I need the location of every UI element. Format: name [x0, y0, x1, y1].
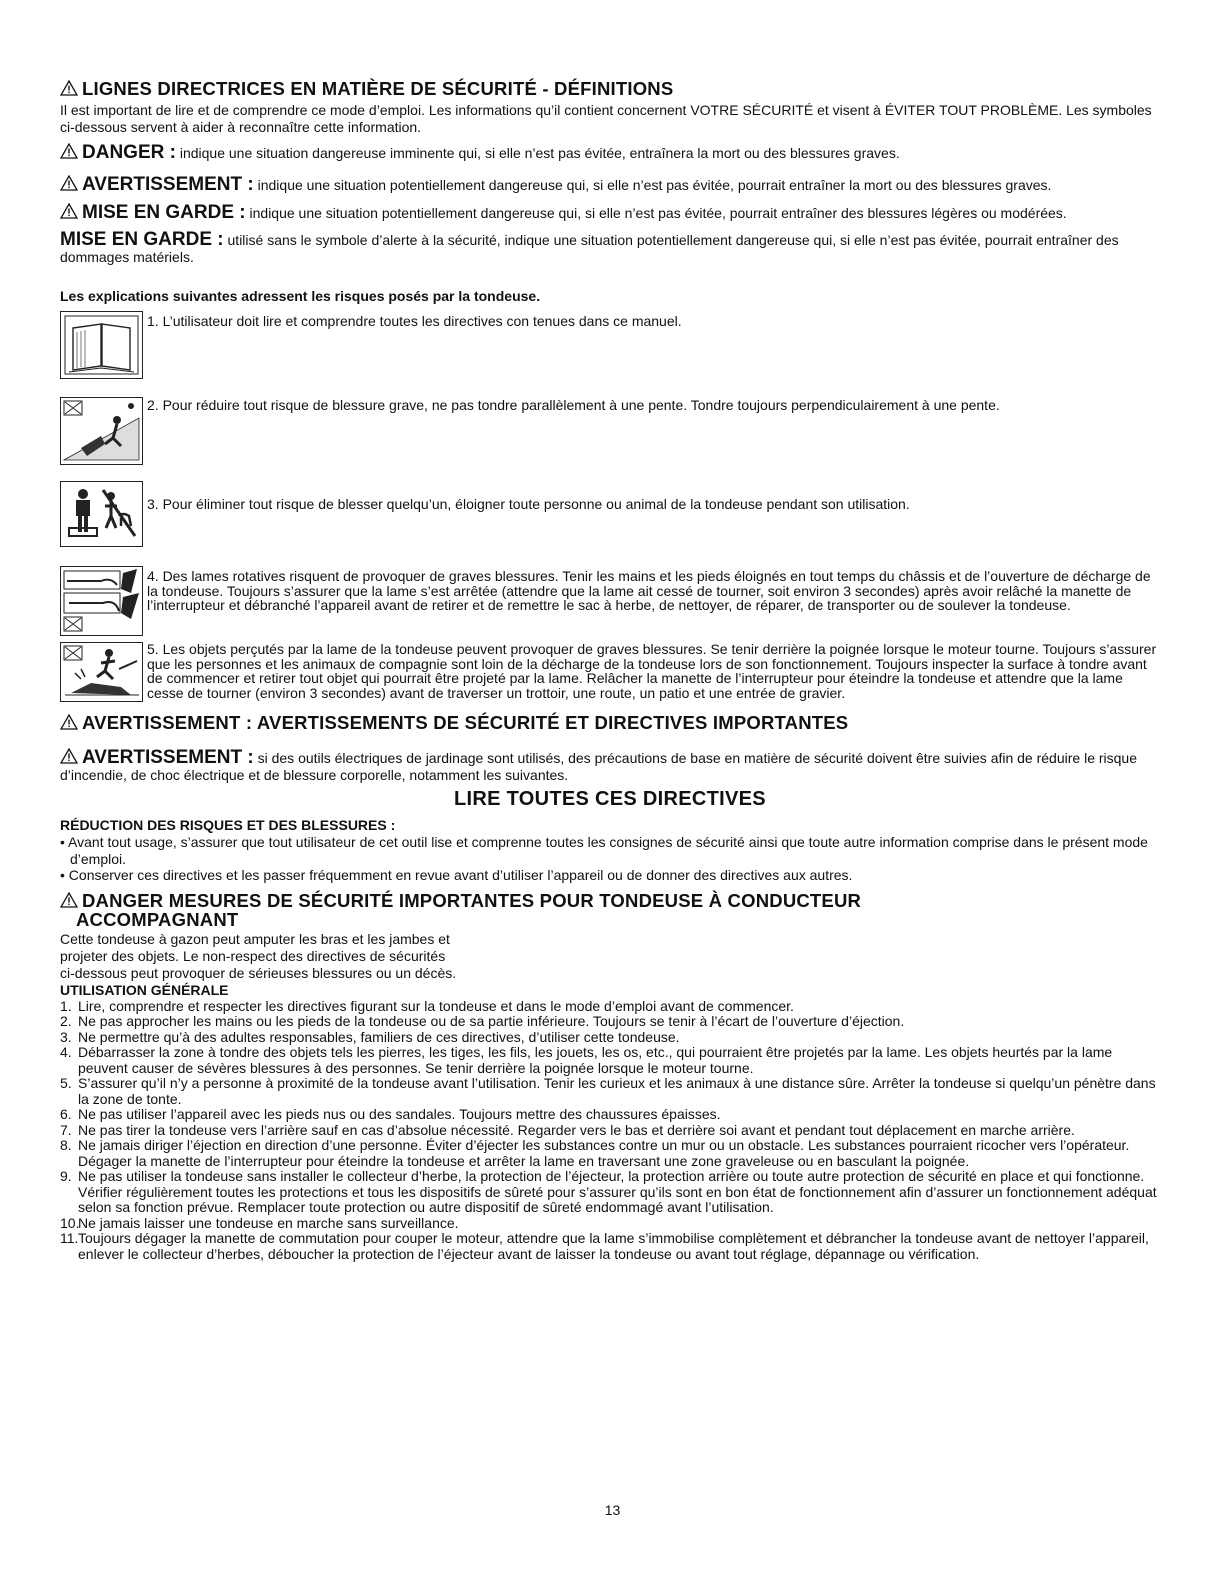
signal-word: DANGER :	[82, 142, 176, 163]
warning-heading	[60, 712, 1160, 734]
danger-intro: Cette tondeuse à gazon peut amputer les bras et les jambes et projeter des objets. Le non-respect des directives de sécurités ci-dessous peut provoquer de sérieuses blessures ou un décès.	[60, 930, 457, 981]
signal-word: MISE EN GARDE :	[60, 229, 224, 250]
definition-text: utilisé sans le symbole d’alerte à la sécurité, indique une situation potentiellement dangereuse qui, si elle n’est pas évitée, pourrait entraîner des dommages matériels.	[60, 232, 1119, 265]
warning-triangle-icon	[60, 143, 78, 159]
signal-word: AVERTISSEMENT :	[82, 174, 254, 195]
definition-mise-en-garde-no-symbol	[60, 231, 1160, 266]
explanations-heading: Les explications suivantes adressent les risques posés par la tondeuse.	[60, 288, 541, 304]
list-item: 10.Ne jamais laisser une tondeuse en marche sans surveillance.	[60, 1214, 459, 1231]
keep-people-away-icon	[60, 481, 143, 547]
explanation-row	[60, 397, 1160, 465]
warning-triangle-icon	[60, 203, 78, 219]
general-use-heading: UTILISATION GÉNÉRALE	[60, 981, 229, 998]
warning-triangle-icon	[60, 892, 78, 908]
intro-paragraph: Il est important de lire et de comprendre ce mode d’emploi. Les informations qu’il contient concernent VOTRE SÉCURITÉ et visent à ÉVITER TOUT PROBLÈME. Les symboles ci-dessous servent à aider à reconnaître cette information.	[60, 102, 1152, 135]
list-item: 9. Ne pas utiliser la tondeuse sans installer le collecteur d’herbe, la protection de l’éjecteur, la protection arrière ou toute autre protection de sécurité en place et qui fonctionne. Vérifier régulièrement toutes les protections et tous les dispositifs de sûreté pour s’assurer qu’ils sont en bon état de fonctionnement afin d’assurer un fonctionnement adéquat selon sa fonction prévue. Remplacer toute protection ou autre dispositif de sûreté endommagé avant l’utilisation.	[60, 1168, 1157, 1215]
definition-avertissement	[60, 175, 1160, 194]
slope-warning-icon	[60, 397, 143, 465]
explanation-row	[60, 311, 1160, 379]
list-item: 2. Ne pas approcher les mains ou les pieds de la tondeuse ou de sa partie inférieure. Toujours se tenir à l’écart de l’ouverture d’éjection.	[60, 1013, 905, 1029]
warning-triangle-icon	[60, 80, 78, 96]
thrown-objects-icon	[60, 642, 143, 702]
reduction-heading: RÉDUCTION DES RISQUES ET DES BLESSURES :	[60, 817, 396, 833]
list-item: 5. S’assurer qu’il n’y a personne à proximité de la tondeuse avant l’utilisation. Tenir les curieux et les animaux à une distance sûre. Arrêter la tondeuse si quelqu’un pénètre dans la zone de tonte.	[60, 1075, 1156, 1107]
list-item: 1. Lire, comprendre et respecter les directives figurant sur la tondeuse et dans le mode d’emploi avant de commencer.	[60, 997, 794, 1014]
explanation-row	[60, 566, 1160, 636]
list-item: 6. Ne pas utiliser l’appareil avec les pieds nus ou des sandales. Toujours mettre des chaussures épaisses.	[60, 1106, 721, 1122]
warning-triangle-icon	[60, 748, 78, 764]
definition-text: indique une situation dangereuse imminente qui, si elle n’est pas évitée, entraînera la mort ou des blessures graves.	[175, 145, 900, 161]
list-item: 8. Ne jamais diriger l’éjection en direction d’une personne. Éviter d’éjecter les substances contre un mur ou un obstacle. Les substances pourraient ricocher vers l’opérateur. Dégager la manette de l’interrupteur pour éteindre la tondeuse et arrêter la lame en traversant une zone graveleuse ou en basculant la poignée.	[60, 1137, 1130, 1169]
list-item: 11.Toujours dégager la manette de commutation pour couper le moteur, attendre que la lame s’immobilise complètement et débrancher la tondeuse avant de nettoyer l’appareil, enlever le collecteur d’herbes, déboucher la protection de l’éjecteur avant de laisser la tondeuse ou avant tout réglage, dépannage ou vérification.	[60, 1230, 1149, 1262]
signal-word: AVERTISSEMENT :	[82, 747, 254, 768]
reduction-list	[60, 834, 1160, 884]
definition-text: indique une situation potentiellement dangereuse qui, si elle n’est pas évitée, pourrait entraîner des blessures légères ou modérées.	[245, 205, 1067, 221]
list-item: 4. Débarrasser la zone à tondre des objets tels les pierres, les tiges, les fils, les jouets, les os, etc., qui pourraient être projetés par la lame. Les objets heurtés par la lame peuvent causer de sévères blessures à des personnes. Se tenir derrière la poignée lorsque le moteur tourne.	[60, 1044, 1113, 1076]
definition-text: indique une situation potentiellement dangereuse qui, si elle n’est pas évitée, pourrait entraîner la mort ou des blessures graves.	[253, 177, 1052, 193]
explanation-text: 2. Pour réduire tout risque de blessure grave, ne pas tondre parallèlement à une pente. Tondre toujours perpendiculairement à une pente.	[147, 397, 1000, 413]
warning-text: si des outils électriques de jardinage sont utilisés, des précautions de base en matière de sécurité doivent être suivies afin de réduire le risque d’incendie, de choc électrique et de blessure corporelle, notamment les suivantes.	[60, 750, 1137, 783]
explanation-row	[60, 642, 1160, 702]
warning-heading-text: AVERTISSEMENT : AVERTISSEMENTS DE SÉCURITÉ ET DIRECTIVES IMPORTANTES	[82, 712, 849, 733]
warning-triangle-icon	[60, 175, 78, 191]
explanation-text: 5. Les objets perçutés par la lame de la tondeuse peuvent provoquer de graves blessures. Se tenir derrière la poignée lorsque le moteur tourne. Toujours s’assurer que les personnes et les animaux de compagnie sont loin de la décharge de la tondeuse lors de son fonctionnement. Toujours inspecter la surface à tondre avant de commencer et retirer tout objet qui pourrait être projeté par la lame. Relâcher la manette de l’interrupteur pour éteindre la tondeuse et attendre que la lame cesse de tourner (environ 3 secondes) avant de traverser un trottoir, une route, un patio et une entrée de gravier.	[147, 641, 1157, 701]
title-text: LIGNES DIRECTRICES EN MATIÈRE DE SÉCURITÉ - DÉFINITIONS	[82, 78, 674, 99]
list-item: • Avant tout usage, s’assurer que tout utilisateur de cet outil lise et comprenne toutes les consignes de sécurité ainsi que toute autre information comprise dans le présent mode d’emploi.	[60, 834, 1148, 867]
warning-paragraph	[60, 748, 1160, 784]
danger-heading-line1: DANGER MESURES DE SÉCURITÉ IMPORTANTES POUR TONDEUSE À CONDUCTEUR	[82, 889, 862, 911]
list-item: • Conserver ces directives et les passer fréquemment en revue avant d’utiliser l’appareil ou de donner des directives aux autres.	[60, 867, 853, 883]
explanation-text: 3. Pour éliminer tout risque de blesser quelqu’un, éloigner toute personne ou animal de la tondeuse pendant son utilisation.	[147, 496, 910, 512]
danger-heading	[60, 891, 1160, 929]
general-rules-list	[60, 999, 1160, 1263]
explanation-text: 4. Des lames rotatives risquent de provoquer de graves blessures. Tenir les mains et les pieds éloignés en tout temps du châssis et de l’ouverture de décharge de la tondeuse. Toujours s’assurer que la lame s’est arrêtée (attendre que la lame ait cessé de tourner, soit environ 3 secondes) après avoir relâché la manette de l’interrupteur et débranché l’appareil avant de retirer et de remettre le sac à herbe, de nettoyer, de réparer, de transporter ou de soulever la tondeuse.	[147, 568, 1151, 613]
definition-danger	[60, 143, 1160, 162]
explanation-text: 1. L’utilisateur doit lire et comprendre toutes les directives con tenues dans ce manuel.	[147, 313, 682, 329]
list-item: 7. Ne pas tirer la tondeuse vers l’arrière sauf en cas d’absolue nécessité. Regarder vers le bas et derrière soi avant et pendant tout déplacement en marche arrière.	[60, 1121, 1075, 1138]
manual-book-icon	[60, 311, 143, 379]
danger-heading-line2: ACCOMPAGNANT	[76, 908, 239, 930]
signal-word: MISE EN GARDE :	[82, 202, 246, 223]
page-number: 13	[604, 1502, 621, 1518]
manual-page	[60, 78, 1160, 1262]
list-item: 3. Ne permettre qu’à des adultes responsables, familiers de ces directives, d’utiliser cette tondeuse.	[60, 1028, 680, 1045]
section-title	[60, 78, 1160, 100]
warning-triangle-icon	[60, 714, 78, 730]
explanation-row	[60, 481, 1160, 547]
rotating-blade-hand-icon	[60, 566, 143, 636]
definition-mise-en-garde	[60, 203, 1160, 222]
read-all-heading: LIRE TOUTES CES DIRECTIVES	[454, 788, 766, 810]
